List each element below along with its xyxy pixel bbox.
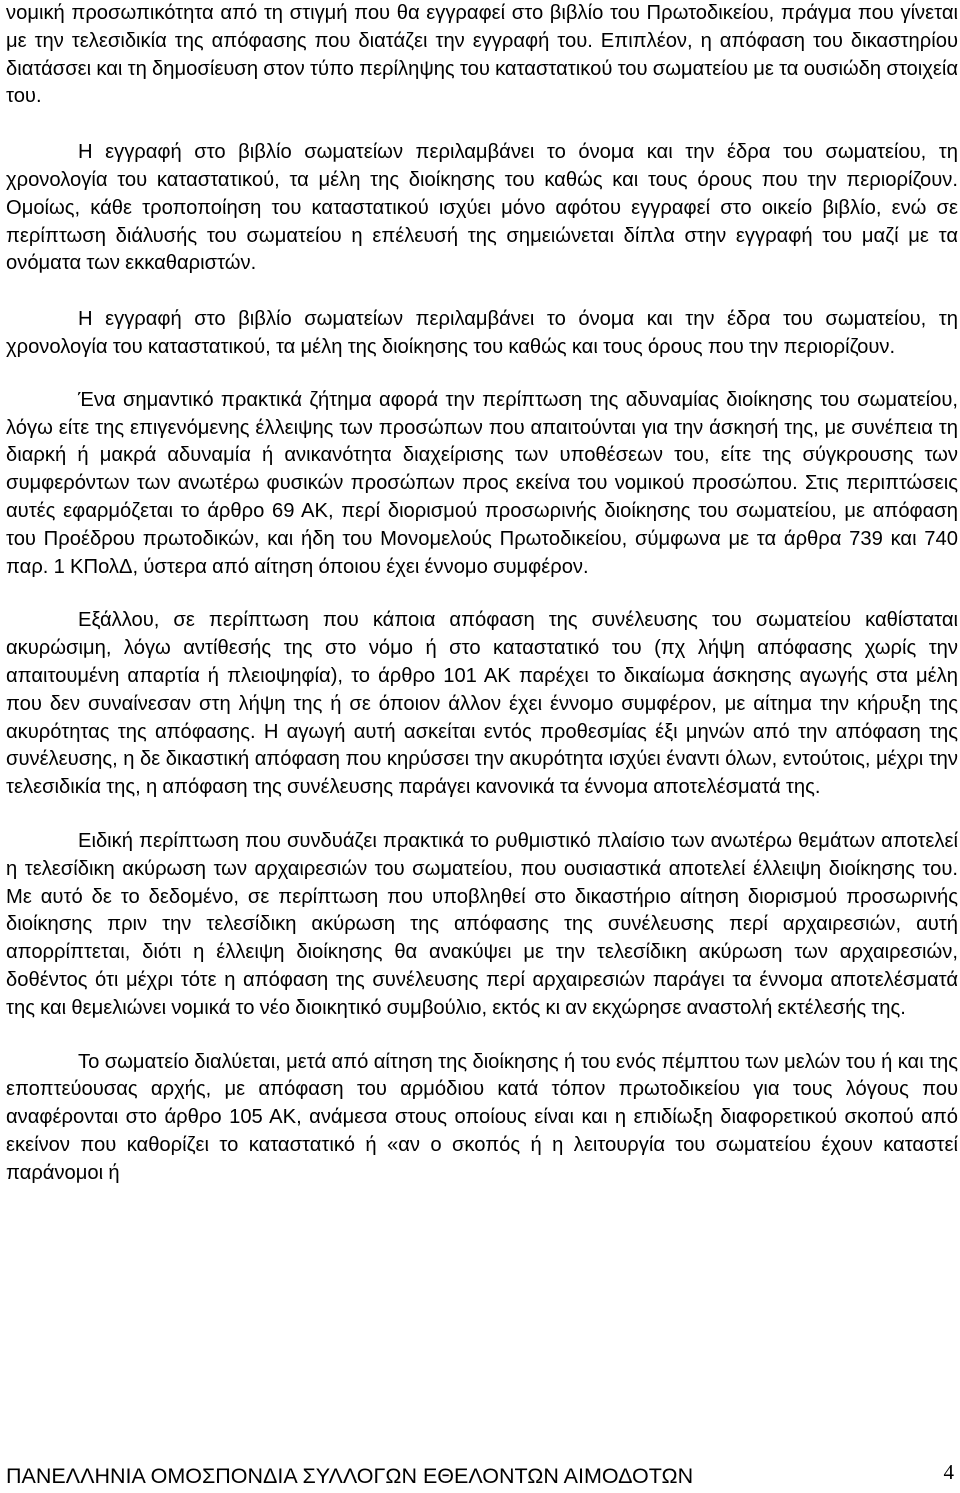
paragraph-registration-repeat: Η εγγραφή στο βιβλίο σωματείων περιλαμβάνει το όνομα και την έδρα του σωματείου, τη χρονολογία του καταστατικού, τα μέλη της διοίκησης του καθώς και τους όρους που την περιορίζουν. [6,308,958,358]
page-footer [6,1460,956,1489]
footer-organization-name: ΠΑΝΕΛΛΗΝΙΑ ΟΜΟΣΠΟΝΔΙΑ ΣΥΛΛΟΓΩΝ ΕΘΕΛΟΝΤΩΝ ΑΙΜΟΔΟΤΩΝ [6,1464,694,1488]
paragraph-dissolution: Το σωματείο διαλύεται, μετά από αίτηση της διοίκησης ή του ενός πέμπτου των μελών του ή και της εποπτεύουσας αρχής, με απόφαση του αρμόδιου κατά τόπον πρωτοδικείου για τους λόγους που αναφέρονται στο άρθρο 105 ΑΚ, ανάμεσα στους οποίους είναι και η επιδίωξη διαφορετικού σκοπού από εκείνον που καθορίζει το καταστατικό ή «αν ο σκοπός ή η λειτουργία του σωματείου έχουν καταστεί παράνομοι ή [6,1050,958,1184]
paragraph-continuation: νομική προσωπικότητα από τη στιγμή που θα εγγραφεί στο βιβλίο του Πρωτοδικείου, πράγμα που γίνεται με την τελεσιδικία της απόφασης που διατάζει την εγγραφή του. Επιπλέον, η απόφαση του δικαστηρίου διατάσσει και τη δημοσίευση στον τύπο περίληψης του καταστατικού του σωματείου με τα ουσιώδη στοιχεία του. [6,2,958,108]
page-number: 4 [943,1460,954,1484]
paragraph-registration-details: Η εγγραφή στο βιβλίο σωματείων περιλαμβάνει το όνομα και την έδρα του σωματείου, τη χρονολογία του καταστατικού, τα μέλη της διοίκησης του καθώς και τους όρους που την περιορίζουν. Ομοίως, κάθε τροποποίηση του καταστατικού ισχύει μόνο αφότου εγγραφεί στο οικείο βιβλίο, ενώ σε περίπτωση διάλυσής του σωματείου η επέλευσή της σημειώνεται δίπλα στην εγγραφή του μαζί με τα ονόματα των εκκαθαριστών. [6,141,958,275]
paragraph-special-case: Ειδική περίπτωση που συνδυάζει πρακτικά το ρυθμιστικό πλαίσιο των ανωτέρω θεμάτων αποτελεί η τελεσίδικη ακύρωση των αρχαιρεσιών του σωματείου, που ουσιαστικά αποτελεί έλλειψη διοίκησης του. Με αυτό δε το δεδομένο, σε περίπτωση που υποβληθεί στο δικαστήριο αίτηση διορισμού προσωρινής διοίκησης πριν την τελεσίδικη ακύρωση της απόφασης της συνέλευσης περί αρχαιρεσιών, αυτή απορρίπτεται, διότι η έλλειψη διοίκησης θα ανακύψει με την τελεσίδικη ακύρωση των αρχαιρεσιών, δοθέντος ότι μέχρι τότε η απόφαση της συνέλευσης περί αρχαιρεσιών παράγει τα έννομα αποτελέσματά της και θεμελιώνει νομικά το νέο διοικητικό συμβούλιο, εκτός κι αν εκχώρησε αναστολή εκτέλεσής της. [6,829,958,1019]
paragraph-assembly-annulment: Εξάλλου, σε περίπτωση που κάποια απόφαση της συνέλευσης του σωματείου καθίσταται ακυρώσιμη, λόγω αντίθεσής της στο νόμο ή στο καταστατικό του (πχ λήψη απόφασης χωρίς την απαιτουμένη απαρτία ή πλειοψηφία), το άρθρο 101 ΑΚ παρέχει το δικαίωμα άσκησης αγωγής στα μέλη που δεν συναίνεσαν στη λήψη της ή σε όποιον άλλον έχει έννομο συμφέρον, με αίτημα την κήρυξη της ακυρότητας της απόφασης. Η αγωγή αυτή ασκείται εντός προθεσμίας έξι μηνών από την απόφαση της συνέλευσης, η δε δικαστική απόφαση που κηρύσσει την ακυρότητα ισχύει έναντι όλων, εντούτοις, μέχρι την τελεσιδικία της, η απόφαση της συνέλευσης παράγει κανονικά τα έννομα αποτελέσματά της. [6,609,958,799]
paragraph-administration-inability: Ένα σημαντικό πρακτικά ζήτημα αφορά την περίπτωση της αδυναμίας διοίκησης του σωματείου, λόγω είτε της επιγενόμενης έλλειψης των προσώπων που απαιτούνται για την άσκησή της, με συνέπεια τη διαρκή ή μακρά αδυναμία ή ανικανότητα διαχείρισης των υποθέσεων του, είτε της σύγκρουσης των συμφερόντων των ανωτέρω φυσικών προσώπων προς εκείνα του νομικού προσώπου. Στις περιπτώσεις αυτές εφαρμόζεται το άρθρο 69 ΑΚ, περί διορισμού προσωρινής διοίκησης του σωματείου, με απόφαση του Προέδρου πρωτοδικών, και ήδη του Μονομελούς Πρωτοδικείου, σύμφωνα με τα άρθρα 739 και 740 παρ. 1 ΚΠολΔ, ύστερα από αίτηση όποιου έχει έννομο συμφέρον. [6,388,958,578]
